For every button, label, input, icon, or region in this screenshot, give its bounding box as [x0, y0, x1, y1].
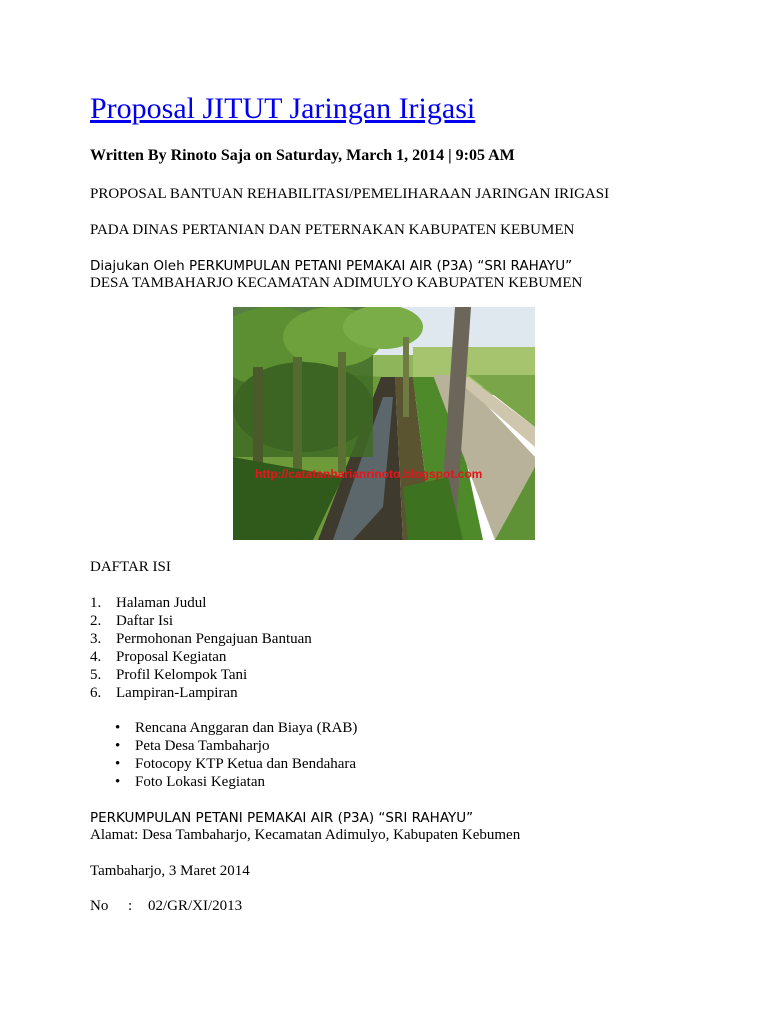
- attachment-label: Fotocopy KTP Ketua dan Bendahara: [135, 756, 357, 772]
- proposal-heading-line-1: PROPOSAL BANTUAN REHABILITASI/PEMELIHARAAN JARINGAN IRIGASI: [90, 186, 610, 202]
- place-date: Tambaharjo, 3 Maret 2014: [90, 863, 250, 879]
- bullet-icon: •: [115, 720, 121, 736]
- toc-item-label: Halaman Judul: [116, 595, 207, 611]
- toc-item-number: 3.: [90, 631, 102, 647]
- toc-item-number: 2.: [90, 613, 102, 629]
- toc-item-label: Daftar Isi: [116, 613, 174, 629]
- attachment-item: [90, 755, 357, 773]
- photo-watermark-text: http://catatanharianrinoto.blogspot.com: [255, 467, 483, 481]
- toc-item: [90, 594, 312, 612]
- toc-item: [90, 648, 312, 666]
- bullet-icon: •: [115, 756, 121, 772]
- toc-item-number: 6.: [90, 685, 102, 701]
- organization-address: Alamat: Desa Tambaharjo, Kecamatan Adimulyo, Kabupaten Kebumen: [90, 827, 521, 843]
- toc-item: [90, 612, 312, 630]
- table-of-contents: [90, 594, 312, 702]
- attachments-list: [90, 719, 357, 791]
- toc-item-number: 1.: [90, 595, 102, 611]
- irrigation-canal-photo: [233, 307, 535, 540]
- toc-item-number: 4.: [90, 649, 102, 665]
- letter-number-row: [90, 898, 242, 915]
- toc-item-label: Lampiran-Lampiran: [116, 685, 238, 701]
- bullet-icon: •: [115, 738, 121, 754]
- attachment-item: [90, 719, 357, 737]
- attachment-label: Peta Desa Tambaharjo: [135, 738, 270, 754]
- toc-item: [90, 666, 312, 684]
- proposal-heading-line-2: PADA DINAS PERTANIAN DAN PETERNAKAN KABUPATEN KEBUMEN: [90, 222, 575, 238]
- letter-number-label: No: [90, 898, 109, 914]
- submitted-by-line-1: Diajukan Oleh PERKUMPULAN PETANI PEMAKAI AIR (P3A) “SRI RAHAYU”: [90, 258, 573, 274]
- attachment-item: [90, 737, 357, 755]
- toc-item-label: Permohonan Pengajuan Bantuan: [116, 631, 312, 647]
- document-title-link[interactable]: Proposal JITUT Jaringan Irigasi: [90, 92, 476, 125]
- toc-item-number: 5.: [90, 667, 102, 683]
- attachment-label: Rencana Anggaran dan Biaya (RAB): [135, 720, 358, 736]
- toc-item: [90, 630, 312, 648]
- toc-item: [90, 684, 312, 702]
- attachment-label: Foto Lokasi Kegiatan: [135, 774, 265, 790]
- bullet-icon: •: [115, 774, 121, 790]
- toc-item-label: Proposal Kegiatan: [116, 649, 227, 665]
- attachment-item: [90, 773, 357, 791]
- letter-number-value: 02/GR/XI/2013: [148, 898, 243, 914]
- organization-name: PERKUMPULAN PETANI PEMAKAI AIR (P3A) “SRI RAHAYU”: [90, 810, 474, 826]
- letter-number-separator: :: [128, 898, 133, 914]
- submitted-by-line-2: DESA TAMBAHARJO KECAMATAN ADIMULYO KABUPATEN KEBUMEN: [90, 275, 583, 291]
- author-byline: Written By Rinoto Saja on Saturday, March 1, 2014 | 9:05 AM: [90, 147, 515, 164]
- toc-heading: DAFTAR ISI: [90, 559, 171, 575]
- toc-item-label: Profil Kelompok Tani: [116, 667, 248, 683]
